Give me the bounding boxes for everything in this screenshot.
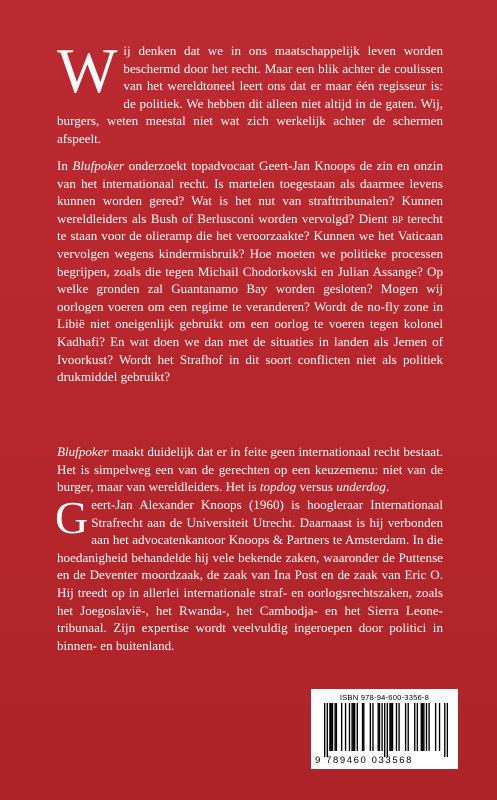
topdog-word: topdog bbox=[259, 479, 297, 495]
barcode-bar bbox=[439, 703, 440, 751]
barcode-bar bbox=[389, 703, 390, 751]
barcode-bars bbox=[324, 703, 448, 757]
barcode-bar bbox=[435, 703, 436, 751]
barcode-bar bbox=[396, 703, 397, 751]
blurb1-text-b: terecht te staan voor de olieramp die het veroorzaakte? Kunnen we het Vaticaan vervolgen wegens kindermisbruik? Hoe moeten we politieke processen begrijpen, zoals die tegen Michail Chodorkovski en Julian Assange? Op welke gronden zal Guantanamo Bay worden gesloten? Mogen wij oorlogen voeren om een regime te veranderen? Wordt de no-fly zone in Libië niet oneigenlijk gebruikt om een oorlog te voeren tegen kolonel Kadhafi? En wat doen we dan met de situaties in landen als Jemen of Ivoorkust? Wordt het Strafhof in dit soort conflicten niet als politiek drukmiddel gebruikt? bbox=[57, 210, 443, 385]
isbn-label: ISBN 978-94-600-3356-8 bbox=[339, 693, 430, 702]
barcode-bar bbox=[324, 703, 325, 757]
bp-smallcaps: bp bbox=[392, 210, 404, 226]
barcode-bar bbox=[417, 703, 418, 751]
barcode-bar bbox=[379, 703, 380, 751]
barcode-bar bbox=[447, 703, 448, 757]
barcode-bar bbox=[334, 703, 335, 751]
blurb2-text-a: maakt duidelijk dat er in feite geen internationaal recht bestaat. Het is simpelweg een van de gerechten op een keuzemenu: niet van de burger, maar van wereldleiders. Het is bbox=[57, 444, 443, 495]
barcode-bar bbox=[391, 703, 392, 751]
barcode-bar bbox=[353, 703, 354, 751]
intro-text: ij denken dat we in ons maatschappelijk leven worden beschermd door het recht. Maar een blik achter de coulissen van het wereldtoneel leert ons dat er maar één regisseur is: de politiek. We hebben dit alleen niet altijd in de gaten. Wij, burgers, weten meestal niet wat zich werkelijk achter de schermen afspeelt. bbox=[57, 43, 443, 146]
barcode-bar bbox=[357, 703, 358, 751]
barcode-bar bbox=[345, 703, 346, 751]
barcode-digits: 9 789460 033568 bbox=[315, 755, 413, 766]
barcode-bar bbox=[422, 703, 423, 751]
barcode-bar bbox=[384, 703, 385, 757]
barcode-bar bbox=[414, 703, 415, 751]
book-title: Blufpoker bbox=[72, 158, 125, 173]
barcode-bar bbox=[341, 703, 342, 751]
barcode-bar bbox=[332, 703, 333, 751]
barcode-bar bbox=[362, 703, 363, 751]
barcode-bar bbox=[351, 703, 352, 751]
barcode-bar bbox=[405, 703, 406, 751]
blurb1-lead: In bbox=[57, 158, 73, 173]
barcode-bar bbox=[392, 703, 393, 751]
barcode-bar bbox=[327, 703, 328, 757]
barcode-bar bbox=[370, 703, 371, 751]
barcode-bar bbox=[381, 703, 382, 751]
blurb1-text-a: onderzoekt topadvocaat Geert-Jan Knoops de zin en onzin van het internationaal recht. Is martelen toegestaan als daarmee levens kunnen worden gered? Wat is het nut van strafttribunalen? Kunnen wereldleiders als Bush of Berlusconi worden vervolgd? Dient bbox=[57, 158, 443, 226]
underdog-word: underdog bbox=[336, 479, 386, 495]
barcode-bar bbox=[421, 703, 422, 751]
blurb-paragraph-1 bbox=[57, 157, 443, 386]
book-title-2: Blufpoker bbox=[57, 444, 109, 459]
barcode-bar bbox=[444, 703, 445, 757]
blurb-paragraph-2 bbox=[57, 443, 443, 496]
author-bio bbox=[55, 492, 443, 654]
barcode-bar bbox=[378, 703, 379, 751]
barcode-bar bbox=[426, 703, 427, 751]
blurb2-end: . bbox=[385, 479, 390, 495]
barcode-bar bbox=[336, 703, 337, 751]
barcode-bar bbox=[354, 703, 355, 751]
barcode-bar bbox=[408, 703, 409, 751]
intro-dropcap: W bbox=[57, 35, 118, 106]
versus-word: versus bbox=[296, 479, 337, 495]
barcode-bar bbox=[331, 703, 332, 751]
author-dropcap: G bbox=[55, 492, 89, 543]
isbn-barcode bbox=[311, 689, 458, 769]
barcode-bar bbox=[363, 703, 364, 751]
barcode-bar bbox=[398, 703, 399, 751]
barcode-bar bbox=[423, 703, 424, 751]
intro-paragraph bbox=[57, 35, 443, 148]
author-bio-text: eert-Jan Alexander Knoops (1960) is hoogleraar Internationaal Strafrecht aan de Universiteit Utrecht. Daarnaast is hij verbonden aan het advocatenkantoor Knoops & Partners te Amsterdam. In die hoedanigheid behandelde hij vele bekende zaken, waaronder de Puttense en de Deventer moordzaak, de zaak van Ina Post en de zaak van Eric O. Hij treedt op in allerlei internationale straf- en oorlogsrechtszaken, zoals het Joegoslavië-, het Rwanda-, het Cambodja- en het Sierra Leone-tribunaal. Zijn expertise wordt veelvuldig ingeroepen door politici in binnen- en buitenland. bbox=[57, 497, 443, 653]
barcode-bar bbox=[387, 703, 388, 757]
barcode-bar bbox=[372, 703, 373, 751]
barcode-bar bbox=[329, 703, 330, 751]
barcode-bar bbox=[349, 703, 350, 751]
barcode-bar bbox=[428, 703, 429, 751]
